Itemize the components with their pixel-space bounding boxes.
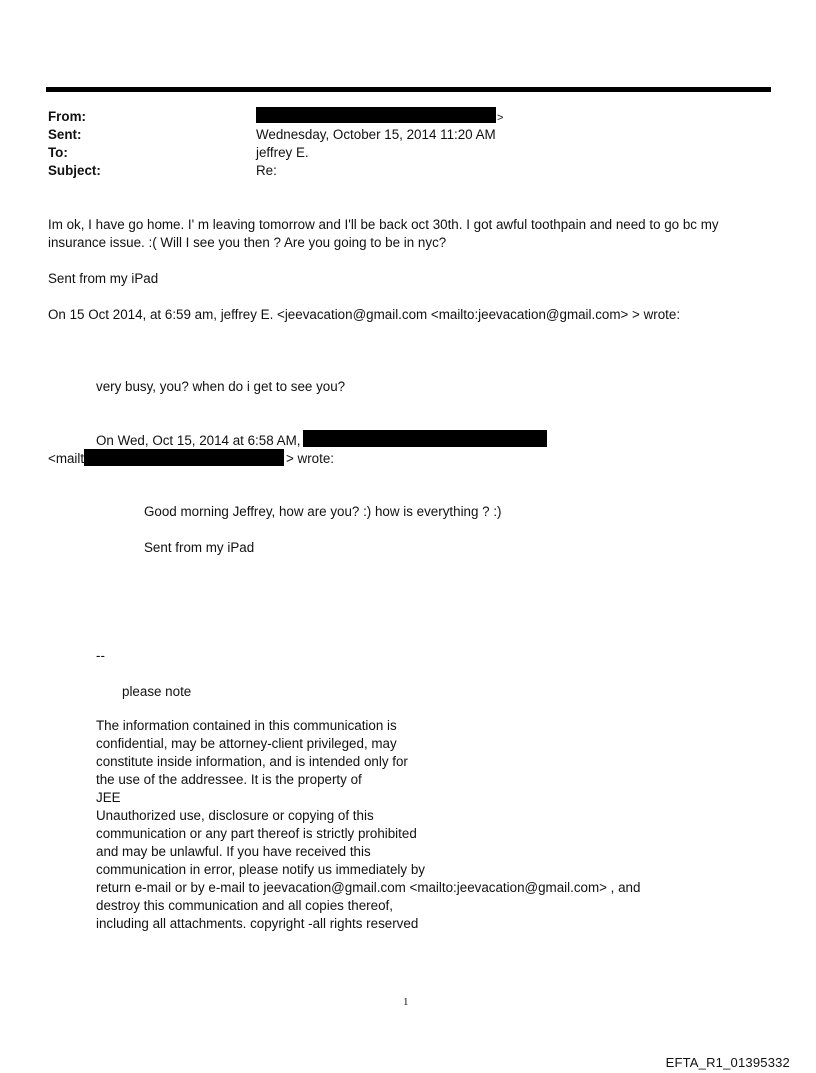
disclaimer-line: Unauthorized use, disclosure or copying of this xyxy=(96,808,374,823)
header-divider xyxy=(46,87,771,92)
quote-intro: On 15 Oct 2014, at 6:59 am, jeffrey E. <jeevacation@gmail.com <mailto:jeevacation@gmail.com> > wrote: xyxy=(48,307,681,322)
disclaimer-line: return e-mail or by e-mail to jeevacation@gmail.com <mailto:jeevacation@gmail.com> , and xyxy=(96,880,641,895)
greeting-text: Good morning Jeffrey, how are you? :) how is everything ? :) xyxy=(144,504,502,519)
message-body: Im ok, I have go home. I' m leaving tomorrow and I'll be back oct 30th. I got awful toothpain and need to go bc my insurance issue. :( Will I see you then ? Are you going to be in nyc? xyxy=(48,217,719,250)
disclaimer-line: The information contained in this communication is xyxy=(96,718,397,733)
disclaimer-line: JEE xyxy=(96,790,121,805)
reply2-mail-suffix: > wrote: xyxy=(286,451,335,466)
disclaimer-line: confidential, may be attorney-client privileged, may xyxy=(96,736,397,751)
disclaimer-line: the use of the addressee. It is the property of xyxy=(96,772,362,787)
redacted-mailto xyxy=(84,449,284,466)
reply2-intro: On Wed, Oct 15, 2014 at 6:58 AM, xyxy=(96,433,301,448)
message-signature: Sent from my iPad xyxy=(48,271,159,286)
redacted-from-address xyxy=(256,107,496,123)
sent-value: Wednesday, October 15, 2014 11:20 AM xyxy=(256,127,496,142)
to-value: jeffrey E. xyxy=(256,145,309,160)
disclaimer-line: communication in error, please notify us immediately by xyxy=(96,862,425,877)
from-label: From: xyxy=(48,109,86,124)
disclaimer xyxy=(96,717,640,933)
disclaimer-line: including all attachments. copyright -all rights reserved xyxy=(96,916,419,931)
disclaimer-line: communication or any part thereof is strictly prohibited xyxy=(96,826,417,841)
to-label: To: xyxy=(48,145,68,160)
disclaimer-line: constitute inside information, and is intended only for xyxy=(96,754,408,769)
sent-label: Sent: xyxy=(48,127,82,142)
reply2-mail-prefix: <mailt xyxy=(48,451,85,466)
disclaimer-line: destroy this communication and all copies thereof, xyxy=(96,898,393,913)
signature-separator: -- xyxy=(96,648,105,663)
reply-text: very busy, you? when do i get to see you? xyxy=(96,379,346,394)
subject-label: Subject: xyxy=(48,163,101,178)
redacted-sender xyxy=(303,430,547,447)
disclaimer-line: and may be unlawful. If you have received this xyxy=(96,844,371,859)
document-id: EFTA_R1_01395332 xyxy=(665,1055,790,1070)
note-heading: please note xyxy=(122,684,192,699)
from-suffix: > xyxy=(497,112,504,124)
subject-value: Re: xyxy=(256,163,277,178)
greeting-signature: Sent from my iPad xyxy=(144,540,255,555)
page-number: 1 xyxy=(403,996,409,1008)
